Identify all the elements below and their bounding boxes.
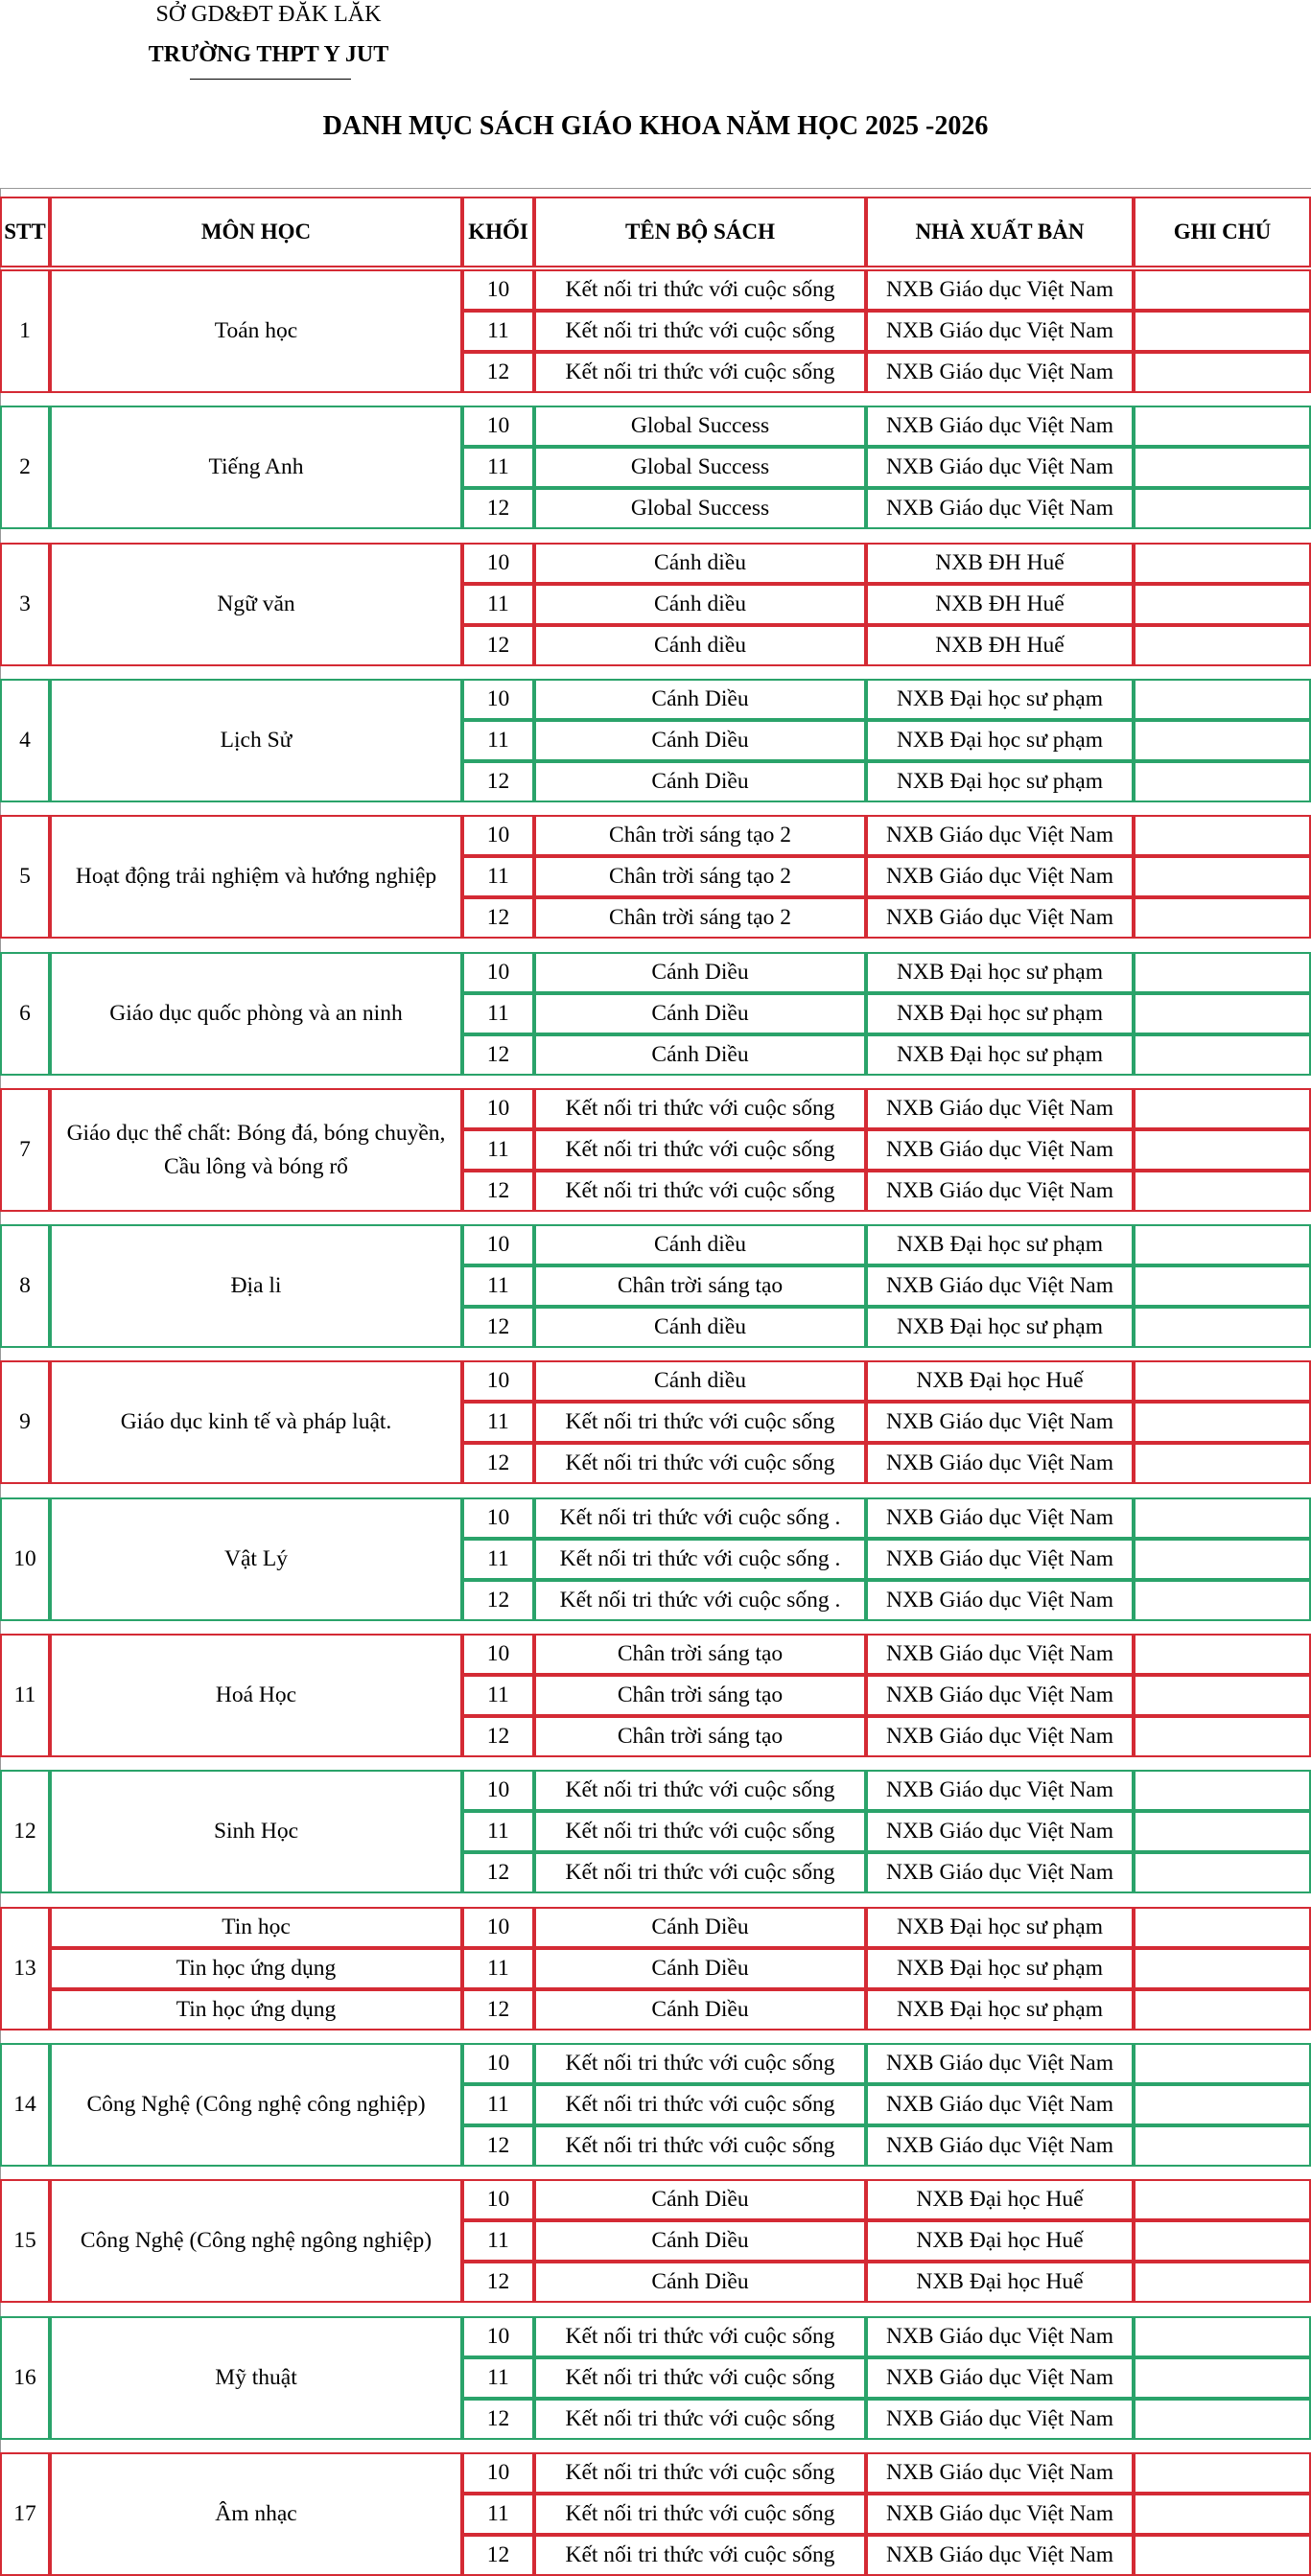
grade-cell: 12 (462, 1307, 534, 1348)
book-cell: Kết nối tri thức với cuộc sống (534, 2357, 866, 2399)
publisher-cell: NXB Giáo dục Việt Nam (866, 1129, 1134, 1171)
subject-cell: Hoạt động trải nghiệm và hướng nghiệp (50, 815, 462, 939)
publisher-cell: NXB Giáo dục Việt Nam (866, 815, 1134, 856)
grade-cell: 12 (462, 1171, 534, 1212)
publisher-cell: NXB Đại học Huế (866, 2220, 1134, 2262)
stt-cell: 5 (0, 815, 50, 939)
book-cell: Chân trời sáng tạo 2 (534, 815, 866, 856)
stt-cell: 8 (0, 1224, 50, 1348)
publisher-cell: NXB Đại học sư phạm (866, 952, 1134, 993)
note-cell (1134, 269, 1311, 311)
publisher-cell: NXB Đại học sư phạm (866, 1224, 1134, 1265)
grade-cell: 11 (462, 1265, 534, 1307)
publisher-cell: NXB Giáo dục Việt Nam (866, 1088, 1134, 1129)
column-header-stt: STT (0, 197, 50, 267)
book-cell: Chân trời sáng tạo (534, 1634, 866, 1675)
grade-cell: 10 (462, 1497, 534, 1539)
book-cell: Kết nối tri thức với cuộc sống (534, 1088, 866, 1129)
note-cell (1134, 406, 1311, 447)
book-cell: Kết nối tri thức với cuộc sống (534, 1171, 866, 1212)
book-cell: Cánh Diều (534, 1948, 866, 1989)
book-cell: Kết nối tri thức với cuộc sống (534, 2084, 866, 2125)
book-cell: Cánh Diều (534, 1907, 866, 1948)
page-title: DANH MỤC SÁCH GIÁO KHOA NĂM HỌC 2025 -2026 (322, 111, 989, 141)
stt-cell: 1 (0, 269, 50, 393)
note-cell (1134, 352, 1311, 393)
note-cell (1134, 679, 1311, 720)
note-cell (1134, 897, 1311, 939)
subject-cell: Mỹ thuật (50, 2316, 462, 2440)
note-cell (1134, 2084, 1311, 2125)
book-cell: Cánh diều (534, 543, 866, 584)
grade-cell: 11 (462, 447, 534, 488)
publisher-cell: NXB Giáo dục Việt Nam (866, 2357, 1134, 2399)
column-header-publisher: NHÀ XUẤT BẢN (866, 197, 1134, 267)
book-cell: Cánh Diều (534, 679, 866, 720)
note-cell (1134, 1171, 1311, 1212)
grade-cell: 10 (462, 1770, 534, 1811)
book-cell: Chân trời sáng tạo (534, 1675, 866, 1716)
publisher-cell: NXB Giáo dục Việt Nam (866, 1811, 1134, 1852)
note-cell (1134, 311, 1311, 352)
note-cell (1134, 2316, 1311, 2357)
book-cell: Kết nối tri thức với cuộc sống (534, 311, 866, 352)
book-cell: Cánh Diều (534, 2179, 866, 2220)
book-cell: Chân trời sáng tạo (534, 1265, 866, 1307)
grade-cell: 11 (462, 856, 534, 897)
note-cell (1134, 1811, 1311, 1852)
publisher-cell: NXB Đại học sư phạm (866, 993, 1134, 1034)
note-cell (1134, 488, 1311, 529)
publisher-cell: NXB ĐH Huế (866, 543, 1134, 584)
book-cell: Kết nối tri thức với cuộc sống . (534, 1580, 866, 1621)
note-cell (1134, 1497, 1311, 1539)
subject-cell: Tin học ứng dụng (50, 1989, 462, 2031)
book-cell: Kết nối tri thức với cuộc sống (534, 2494, 866, 2535)
publisher-cell: NXB Giáo dục Việt Nam (866, 1634, 1134, 1675)
grade-cell: 10 (462, 815, 534, 856)
grade-cell: 10 (462, 1907, 534, 1948)
grade-cell: 11 (462, 1129, 534, 1171)
subject-cell: Ngữ văn (50, 543, 462, 666)
stt-cell: 10 (0, 1497, 50, 1621)
publisher-cell: NXB Giáo dục Việt Nam (866, 2399, 1134, 2440)
grade-cell: 10 (462, 1360, 534, 1402)
publisher-cell: NXB Giáo dục Việt Nam (866, 1770, 1134, 1811)
publisher-cell: NXB Đại học sư phạm (866, 761, 1134, 802)
book-cell: Cánh diều (534, 625, 866, 666)
note-cell (1134, 1088, 1311, 1129)
note-cell (1134, 2220, 1311, 2262)
grade-cell: 11 (462, 1675, 534, 1716)
publisher-cell: NXB Giáo dục Việt Nam (866, 897, 1134, 939)
book-cell: Cánh Diều (534, 1034, 866, 1076)
note-cell (1134, 1852, 1311, 1893)
book-cell: Kết nối tri thức với cuộc sống . (534, 1539, 866, 1580)
grade-cell: 10 (462, 269, 534, 311)
stt-cell: 14 (0, 2043, 50, 2167)
grade-cell: 11 (462, 1402, 534, 1443)
publisher-cell: NXB Giáo dục Việt Nam (866, 1265, 1134, 1307)
note-cell (1134, 1034, 1311, 1076)
grade-cell: 12 (462, 352, 534, 393)
note-cell (1134, 2535, 1311, 2576)
book-cell: Chân trời sáng tạo (534, 1716, 866, 1757)
publisher-cell: NXB Giáo dục Việt Nam (866, 2043, 1134, 2084)
book-cell: Cánh Diều (534, 720, 866, 761)
department-name: SỞ GD&ĐT ĐĂK LĂK (155, 2, 382, 27)
grade-cell: 12 (462, 1443, 534, 1484)
subject-cell: Hoá Học (50, 1634, 462, 1757)
stt-cell: 9 (0, 1360, 50, 1484)
book-cell: Kết nối tri thức với cuộc sống (534, 2399, 866, 2440)
note-cell (1134, 2262, 1311, 2303)
stt-cell: 11 (0, 1634, 50, 1757)
note-cell (1134, 815, 1311, 856)
book-cell: Global Success (534, 488, 866, 529)
note-cell (1134, 584, 1311, 625)
column-header-grade: KHỐI (462, 197, 534, 267)
book-cell: Kết nối tri thức với cuộc sống (534, 1811, 866, 1852)
book-cell: Kết nối tri thức với cuộc sống (534, 1443, 866, 1484)
grade-cell: 12 (462, 2125, 534, 2167)
publisher-cell: NXB Đại học sư phạm (866, 679, 1134, 720)
grade-cell: 10 (462, 2452, 534, 2494)
subject-cell: Tin học (50, 1907, 462, 1948)
note-cell (1134, 993, 1311, 1034)
book-cell: Cánh Diều (534, 2262, 866, 2303)
note-cell (1134, 2494, 1311, 2535)
book-cell: Cánh Diều (534, 993, 866, 1034)
note-cell (1134, 1634, 1311, 1675)
publisher-cell: NXB Giáo dục Việt Nam (866, 269, 1134, 311)
note-cell (1134, 952, 1311, 993)
book-cell: Chân trời sáng tạo 2 (534, 897, 866, 939)
publisher-cell: NXB ĐH Huế (866, 584, 1134, 625)
publisher-cell: NXB Giáo dục Việt Nam (866, 2125, 1134, 2167)
grade-cell: 10 (462, 2179, 534, 2220)
grade-cell: 12 (462, 897, 534, 939)
subject-cell: Giáo dục thể chất: Bóng đá, bóng chuyền, Cầu lông và bóng rổ (50, 1088, 462, 1212)
book-cell: Kết nối tri thức với cuộc sống (534, 1402, 866, 1443)
note-cell (1134, 1307, 1311, 1348)
book-cell: Kết nối tri thức với cuộc sống (534, 352, 866, 393)
stt-cell: 12 (0, 1770, 50, 1893)
note-cell (1134, 1224, 1311, 1265)
grade-cell: 11 (462, 311, 534, 352)
note-cell (1134, 1675, 1311, 1716)
stt-cell: 6 (0, 952, 50, 1076)
note-cell (1134, 1265, 1311, 1307)
book-cell: Chân trời sáng tạo 2 (534, 856, 866, 897)
book-cell: Cánh diều (534, 584, 866, 625)
stt-cell: 2 (0, 406, 50, 529)
publisher-cell: NXB Giáo dục Việt Nam (866, 1497, 1134, 1539)
publisher-cell: NXB Đại học sư phạm (866, 1948, 1134, 1989)
grade-cell: 11 (462, 2357, 534, 2399)
subject-cell: Địa li (50, 1224, 462, 1348)
note-cell (1134, 625, 1311, 666)
grade-cell: 12 (462, 488, 534, 529)
note-cell (1134, 1360, 1311, 1402)
note-cell (1134, 1129, 1311, 1171)
note-cell (1134, 2125, 1311, 2167)
book-cell: Kết nối tri thức với cuộc sống (534, 1129, 866, 1171)
book-cell: Kết nối tri thức với cuộc sống (534, 1770, 866, 1811)
grade-cell: 12 (462, 761, 534, 802)
publisher-cell: NXB Đại học sư phạm (866, 1034, 1134, 1076)
publisher-cell: NXB Giáo dục Việt Nam (866, 2316, 1134, 2357)
publisher-cell: NXB Giáo dục Việt Nam (866, 1443, 1134, 1484)
grade-cell: 11 (462, 1811, 534, 1852)
note-cell (1134, 761, 1311, 802)
note-cell (1134, 1770, 1311, 1811)
grade-cell: 11 (462, 720, 534, 761)
book-cell: Cánh Diều (534, 952, 866, 993)
publisher-cell: NXB Giáo dục Việt Nam (866, 1539, 1134, 1580)
subject-cell: Công Nghệ (Công nghệ ngông nghiệp) (50, 2179, 462, 2303)
publisher-cell: NXB ĐH Huế (866, 625, 1134, 666)
note-cell (1134, 720, 1311, 761)
grade-cell: 10 (462, 679, 534, 720)
subject-cell: Lịch Sử (50, 679, 462, 802)
note-cell (1134, 1402, 1311, 1443)
book-cell: Global Success (534, 447, 866, 488)
publisher-cell: NXB Đại học Huế (866, 1360, 1134, 1402)
grade-cell: 12 (462, 1580, 534, 1621)
note-cell (1134, 1948, 1311, 1989)
grade-cell: 10 (462, 406, 534, 447)
grade-cell: 10 (462, 1088, 534, 1129)
publisher-cell: NXB Giáo dục Việt Nam (866, 1171, 1134, 1212)
grade-cell: 12 (462, 2399, 534, 2440)
stt-cell: 13 (0, 1907, 50, 2031)
publisher-cell: NXB Giáo dục Việt Nam (866, 1716, 1134, 1757)
grade-cell: 10 (462, 952, 534, 993)
subject-cell: Tin học ứng dụng (50, 1948, 462, 1989)
book-cell: Cánh diều (534, 1360, 866, 1402)
grade-cell: 11 (462, 993, 534, 1034)
subject-cell: Giáo dục quốc phòng và an ninh (50, 952, 462, 1076)
grade-cell: 10 (462, 1224, 534, 1265)
note-cell (1134, 1580, 1311, 1621)
note-cell (1134, 1716, 1311, 1757)
grade-cell: 10 (462, 2316, 534, 2357)
stt-cell: 7 (0, 1088, 50, 1212)
grade-cell: 12 (462, 1852, 534, 1893)
subject-cell: Công Nghệ (Công nghệ công nghiệp) (50, 2043, 462, 2167)
publisher-cell: NXB Giáo dục Việt Nam (866, 856, 1134, 897)
grade-cell: 11 (462, 2084, 534, 2125)
note-cell (1134, 2399, 1311, 2440)
book-cell: Kết nối tri thức với cuộc sống (534, 2125, 866, 2167)
grade-cell: 12 (462, 625, 534, 666)
grade-cell: 12 (462, 1034, 534, 1076)
grade-cell: 10 (462, 2043, 534, 2084)
publisher-cell: NXB Đại học sư phạm (866, 1907, 1134, 1948)
book-cell: Kết nối tri thức với cuộc sống (534, 1852, 866, 1893)
note-cell (1134, 1989, 1311, 2031)
note-cell (1134, 856, 1311, 897)
book-cell: Kết nối tri thức với cuộc sống (534, 269, 866, 311)
note-cell (1134, 2179, 1311, 2220)
note-cell (1134, 2043, 1311, 2084)
stt-cell: 17 (0, 2452, 50, 2576)
column-header-subject: MÔN HỌC (50, 197, 462, 267)
publisher-cell: NXB Đại học sư phạm (866, 1307, 1134, 1348)
publisher-cell: NXB Giáo dục Việt Nam (866, 1852, 1134, 1893)
grade-cell: 11 (462, 2220, 534, 2262)
stt-cell: 16 (0, 2316, 50, 2440)
publisher-cell: NXB Giáo dục Việt Nam (866, 311, 1134, 352)
column-header-note: GHI CHÚ (1134, 197, 1311, 267)
publisher-cell: NXB Đại học sư phạm (866, 1989, 1134, 2031)
grade-cell: 12 (462, 2535, 534, 2576)
book-cell: Cánh Diều (534, 761, 866, 802)
grade-cell: 11 (462, 1948, 534, 1989)
grade-cell: 10 (462, 543, 534, 584)
book-cell: Kết nối tri thức với cuộc sống (534, 2452, 866, 2494)
book-cell: Kết nối tri thức với cuộc sống (534, 2316, 866, 2357)
book-cell: Cánh Diều (534, 1989, 866, 2031)
note-cell (1134, 2452, 1311, 2494)
subject-cell: Tiếng Anh (50, 406, 462, 529)
note-cell (1134, 447, 1311, 488)
note-cell (1134, 1907, 1311, 1948)
publisher-cell: NXB Đại học Huế (866, 2179, 1134, 2220)
book-cell: Kết nối tri thức với cuộc sống (534, 2535, 866, 2576)
publisher-cell: NXB Giáo dục Việt Nam (866, 447, 1134, 488)
column-header-book: TÊN BỘ SÁCH (534, 197, 866, 267)
subject-cell: Vật Lý (50, 1497, 462, 1621)
publisher-cell: NXB Giáo dục Việt Nam (866, 352, 1134, 393)
book-cell: Kết nối tri thức với cuộc sống (534, 2043, 866, 2084)
publisher-cell: NXB Giáo dục Việt Nam (866, 2084, 1134, 2125)
grade-cell: 12 (462, 1716, 534, 1757)
note-cell (1134, 2357, 1311, 2399)
book-cell: Cánh Diều (534, 2220, 866, 2262)
grade-cell: 11 (462, 1539, 534, 1580)
publisher-cell: NXB Giáo dục Việt Nam (866, 406, 1134, 447)
subject-cell: Giáo dục kinh tế và pháp luật. (50, 1360, 462, 1484)
note-cell (1134, 1539, 1311, 1580)
book-cell: Cánh diều (534, 1307, 866, 1348)
publisher-cell: NXB Giáo dục Việt Nam (866, 1402, 1134, 1443)
subject-cell: Sinh Học (50, 1770, 462, 1893)
grade-cell: 12 (462, 1989, 534, 2031)
subject-cell: Toán học (50, 269, 462, 393)
subject-cell: Âm nhạc (50, 2452, 462, 2576)
grade-cell: 10 (462, 1634, 534, 1675)
stt-cell: 15 (0, 2179, 50, 2303)
note-cell (1134, 543, 1311, 584)
book-cell: Global Success (534, 406, 866, 447)
publisher-cell: NXB Giáo dục Việt Nam (866, 2452, 1134, 2494)
note-cell (1134, 1443, 1311, 1484)
grade-cell: 11 (462, 584, 534, 625)
publisher-cell: NXB Giáo dục Việt Nam (866, 2535, 1134, 2576)
publisher-cell: NXB Giáo dục Việt Nam (866, 1580, 1134, 1621)
stt-cell: 3 (0, 543, 50, 666)
publisher-cell: NXB Đại học Huế (866, 2262, 1134, 2303)
publisher-cell: NXB Giáo dục Việt Nam (866, 488, 1134, 529)
book-cell: Kết nối tri thức với cuộc sống . (534, 1497, 866, 1539)
publisher-cell: NXB Giáo dục Việt Nam (866, 1675, 1134, 1716)
school-name: TRƯỜNG THPT Y JUT (148, 42, 389, 67)
publisher-cell: NXB Giáo dục Việt Nam (866, 2494, 1134, 2535)
grade-cell: 11 (462, 2494, 534, 2535)
grade-cell: 12 (462, 2262, 534, 2303)
publisher-cell: NXB Đại học sư phạm (866, 720, 1134, 761)
stt-cell: 4 (0, 679, 50, 802)
book-cell: Cánh diều (534, 1224, 866, 1265)
